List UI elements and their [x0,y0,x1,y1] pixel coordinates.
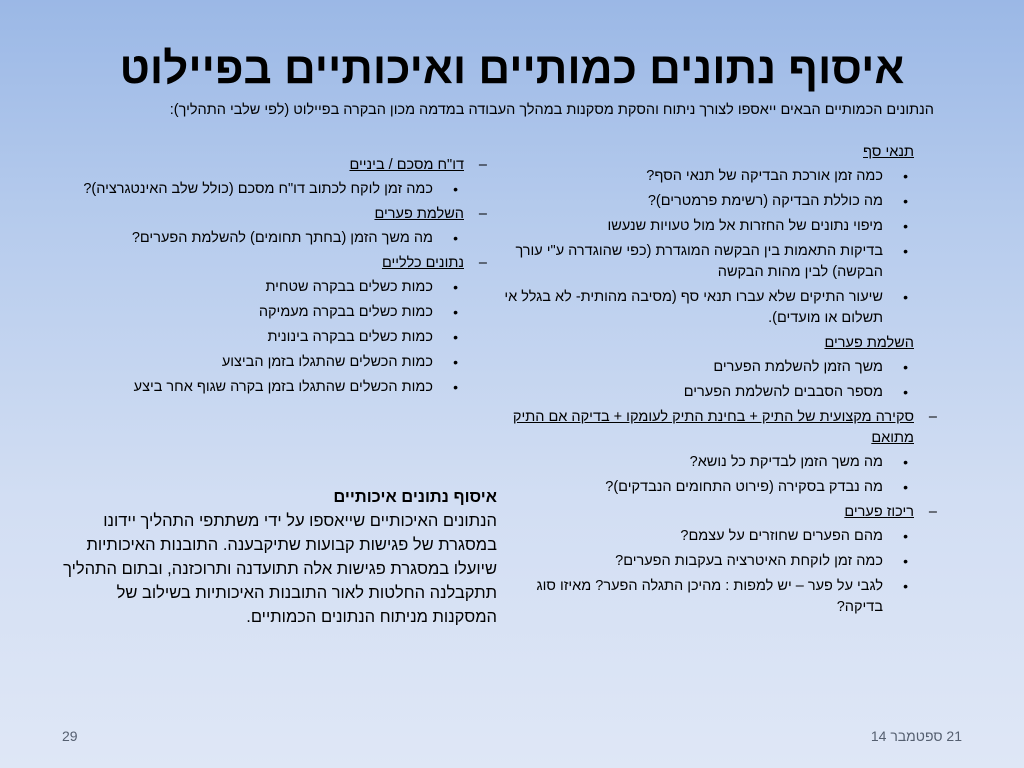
quality-heading: איסוף נתונים איכותיים [333,488,497,506]
bullet-list [504,452,914,498]
group-heading-dash [504,407,937,449]
group-heading-dash [504,502,937,523]
bullet-list [64,228,464,249]
dash-marker: – [478,206,487,222]
group-heading: השלמת פערים [374,206,464,222]
bullet-list [504,357,914,403]
right-column [504,142,937,622]
list-item: • מיפוי נתונים של החזרות אל מול טעויות שנעשו [504,216,914,237]
slide-subtitle: הנתונים הכמותיים הבאים ייאספו לצורך ניתוח והסקת מסקנות במהלך העבודה במדמה מכון הבקרה בפיילוט (לפי שלבי התהליך): [169,102,934,118]
group-heading-dash [64,155,487,176]
quality-section [52,485,497,629]
list-item: • בדיקות התאמות בין הבקשה המוגדרת (כפי שהוגדרה ע"י עורך הבקשה) לבין מהות הבקשה [504,241,914,283]
list-item: • כמה זמן לוקח לכתוב דו"ח מסכם (כולל שלב האינטגרציה)? [64,179,464,200]
group-gap-completion [504,333,914,403]
list-item: • כמה זמן לוקחת האיטרציה בעקבות הפערים? [504,551,914,572]
list-item: • מה משך הזמן לבדיקת כל נושא? [504,452,914,473]
list-item: • מהם הפערים שחוזרים על עצמם? [504,526,914,547]
list-item: • כמה זמן אורכת הבדיקה של תנאי הסף? [504,166,914,187]
dash-marker: – [928,504,937,520]
group-professional-review [504,407,937,498]
quality-body: הנתונים האיכותיים שייאספו על ידי משתתפי התהליך יידונו במסגרת של פגישות קבועות שתיקבענה. התובנות האיכותיות שיועלו במסגרת פגישות אלה תתועדנה ותרוכזנה, ובתום התהליך תתקבלנה החלטות לאור התובנות האיכותיות בשילוב של המסקנות מניתוח הנתונים הכמותיים. [63,512,497,626]
group-heading: סקירה מקצועית של התיק + בחינת התיק לעומקו + בדיקה אם התיק מתואם [512,409,914,446]
bullet-list [64,179,464,200]
page-number: 29 [62,728,78,744]
bullet-list [504,166,914,329]
group-heading: דו"ח מסכם / ביניים [349,157,464,173]
list-item: • מספר הסבבים להשלמת הפערים [504,382,914,403]
group-heading: ריכוז פערים [844,504,914,520]
left-column [64,155,487,402]
list-item: • כמות כשלים בבקרה שטחית [64,277,464,298]
list-item: • כמות כשלים בבקרה בינונית [64,327,464,348]
group-heading: השלמת פערים [824,335,914,351]
group-general-data [64,253,487,398]
slide-title: איסוף נתונים כמותיים ואיכותיים בפיילוט [119,44,905,93]
list-item: • שיעור התיקים שלא עברו תנאי סף (מסיבה מהותית- לא בגלל אי תשלום או מועדים). [504,287,914,329]
group-heading: תנאי סף [863,144,914,160]
list-item: • כמות הכשלים שהתגלו בזמן בקרה שגוף אחר ביצע [64,377,464,398]
list-item: • כמות הכשלים שהתגלו בזמן הביצוע [64,352,464,373]
group-gap-summary [504,502,937,618]
list-item: • לגבי על פער – יש למפות : מהיכן התגלה הפער? מאיזו סוג בדיקה? [504,576,914,618]
group-threshold [504,142,914,329]
list-item: • מה משך הזמן (בחתך תחומים) להשלמת הפערים? [64,228,464,249]
dash-marker: – [478,157,487,173]
list-item: • משך הזמן להשלמת הפערים [504,357,914,378]
bullet-list [504,526,914,618]
group-heading-dash [64,204,487,225]
group-summary-report [64,155,487,200]
footer-date: 21 ספטמבר 14 [870,728,962,744]
list-item: • כמות כשלים בבקרה מעמיקה [64,302,464,323]
dash-marker: – [928,409,937,425]
dash-marker: – [478,255,487,271]
bullet-list [64,277,464,398]
list-item: • מה נבדק בסקירה (פירוט התחומים הנבדקים)? [504,477,914,498]
group-heading-dash [64,253,487,274]
group-heading: נתונים כלליים [381,255,464,271]
list-item: • מה כוללת הבדיקה (רשימת פרמטרים)? [504,191,914,212]
group-gap-completion-left [64,204,487,249]
